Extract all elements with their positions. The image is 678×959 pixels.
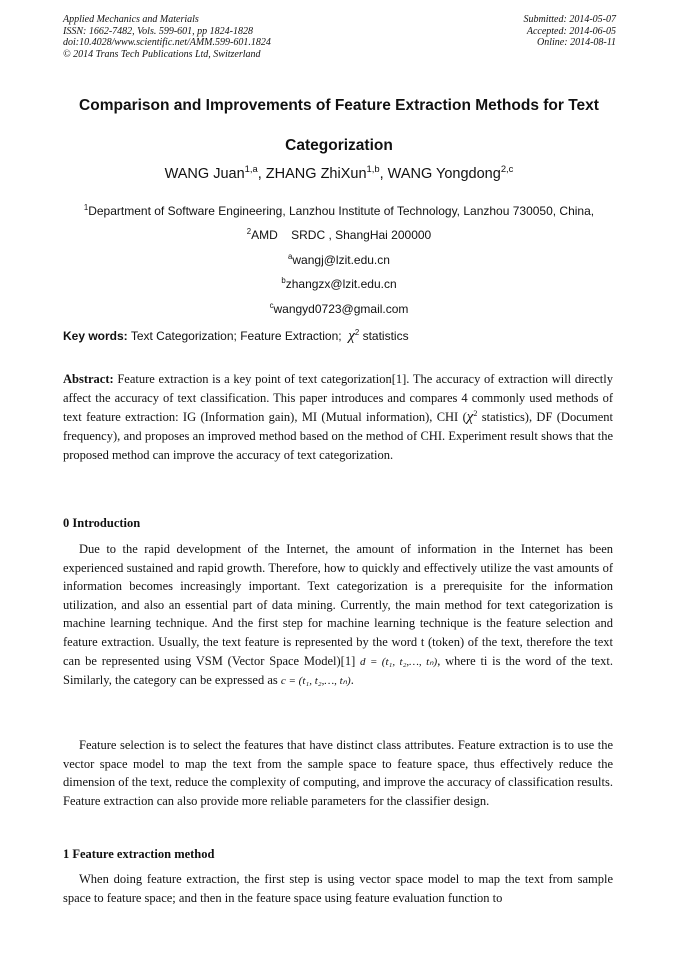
title-line-2: Categorization — [285, 137, 393, 154]
keywords-text: Text Categorization; Feature Extraction; — [130, 329, 342, 343]
journal-info — [63, 14, 271, 60]
abstract-label: Abstract: — [63, 372, 114, 386]
abstract — [63, 370, 613, 465]
formula-d: d = (t₁, t₂,…, tₙ) — [360, 655, 438, 668]
issn-line: ISSN: 1662-7482, Vols. 599-601, pp 1824-1828 — [63, 25, 253, 37]
email-text: zhangzx@lzit.edu.cn — [285, 277, 397, 291]
author-affil-mark: 1,b — [366, 163, 380, 175]
intro-paragraph-2: Feature selection is to select the features that have distinct class attributes. Feature extraction is to use the vector space model to map the text from the sample space to feature space, thus effectively reduce the dimension of the text, reduce the complexity of computing, and improve the accuracy of classification results. Feature extraction can also provide more reliable parameters for the classifier design. — [63, 738, 613, 808]
affil-mark: c — [269, 301, 274, 310]
chi-exponent: 2 — [354, 328, 360, 337]
chi-symbol: χ — [348, 328, 355, 344]
chi-exponent: 2 — [473, 408, 478, 418]
email-a — [0, 253, 678, 267]
affil-mark: a — [288, 252, 293, 261]
abstract-text-2: statistics), DF (Document frequency), and proposes an improved method based on the method of CHI. Experiment result shows that the proposed method can improve the accuracy of text categorization. — [63, 410, 613, 462]
intro-paragraph-1 — [63, 540, 613, 691]
affil-mark: b — [281, 276, 286, 285]
author-list: WANG Juan$^{1,a}$, ZHANG ZhiXun$^{1,b}$, WANG Yongdong$^{2,c}$ — [164, 163, 514, 182]
intro-text: Due to the rapid development of the Internet, the amount of information in the Internet has been experienced sustained and rapid growth. Therefore, how to quickly and effectively utilize the vast amounts of information becomes increasingly important. Text categorization is a prerequisite for the information utilization, and also an essential part of data mining. Currently, the main method for text categorization is machine learning technique. And the first step for machine learning technique is the feature selection and feature extraction. Usually, the text feature is represented by the word t (token) of the text, therefore the text can be represented using VSM (Vector Space Model)[1] — [63, 542, 613, 668]
author-affil-mark: 2,c — [500, 163, 514, 175]
keywords — [63, 328, 409, 345]
method-paragraph-1: When doing feature extraction, the first step is using vector space model to map the text from sample space to feature space; and then in the feature space using feature evaluation function to — [63, 872, 613, 905]
intro-text-mid: , where ti is the word of the text. Similarly, the category can be expressed as — [63, 653, 613, 688]
affil-mark: 1 — [83, 203, 89, 212]
submission-dates — [524, 14, 617, 49]
keywords-label: Key words: — [63, 329, 128, 343]
affil-mark: 2 — [246, 227, 252, 236]
accepted-date: Accepted: 2014-06-05 — [526, 25, 616, 37]
submitted-date: Submitted: 2014-05-07 — [523, 14, 616, 25]
author-name: ZHANG ZhiXun — [265, 166, 367, 182]
chi-symbol: χ — [466, 409, 474, 425]
journal-name: Applied Mechanics and Materials — [63, 14, 199, 25]
doi-line: doi:10.4028/www.scientific.net/AMM.599-601.1824 — [63, 37, 271, 48]
email-c — [0, 302, 678, 316]
author-affil-mark: 1,a — [244, 163, 258, 175]
author-name: WANG Yongdong — [387, 166, 501, 182]
affil-text: Department of Software Engineering, Lanzhou Institute of Technology, Lanzhou 730050, China, — [88, 204, 595, 218]
email-text: wangyd0723@gmail.com — [273, 302, 409, 316]
email-text: wangj@lzit.edu.cn — [292, 253, 390, 267]
affiliation-1 — [0, 204, 678, 218]
copyright-line: © 2014 Trans Tech Publications Ltd, Switzerland — [63, 48, 261, 60]
email-b — [0, 277, 678, 291]
affiliation-2 — [0, 228, 678, 242]
section-heading-introduction: 0 Introduction — [63, 516, 141, 530]
abstract-text-1: Feature extraction is a key point of text categorization[1]. The accuracy of extraction will directly affect the accuracy of text classification. This paper introduces and compares 4 commonly used methods of text feature extraction: IG (Information gain), MI (Mutual information), CHI ( — [63, 372, 613, 424]
formula-c: c = (t₁, t₂,…, tₙ) — [280, 675, 351, 688]
keywords-suffix: statistics — [362, 329, 409, 343]
paper-title — [60, 86, 618, 166]
affil-text: AMD SRDC , ShangHai 200000 — [251, 228, 432, 242]
online-date: Online: 2014-08-11 — [537, 37, 616, 48]
section-heading-feature-extraction: 1 Feature extraction method — [63, 847, 215, 861]
intro-text-end: . — [350, 673, 354, 688]
title-line-1: Comparison and Improvements of Feature Extraction Methods for Text — [79, 97, 599, 114]
author-name: WANG Juan — [164, 166, 245, 182]
